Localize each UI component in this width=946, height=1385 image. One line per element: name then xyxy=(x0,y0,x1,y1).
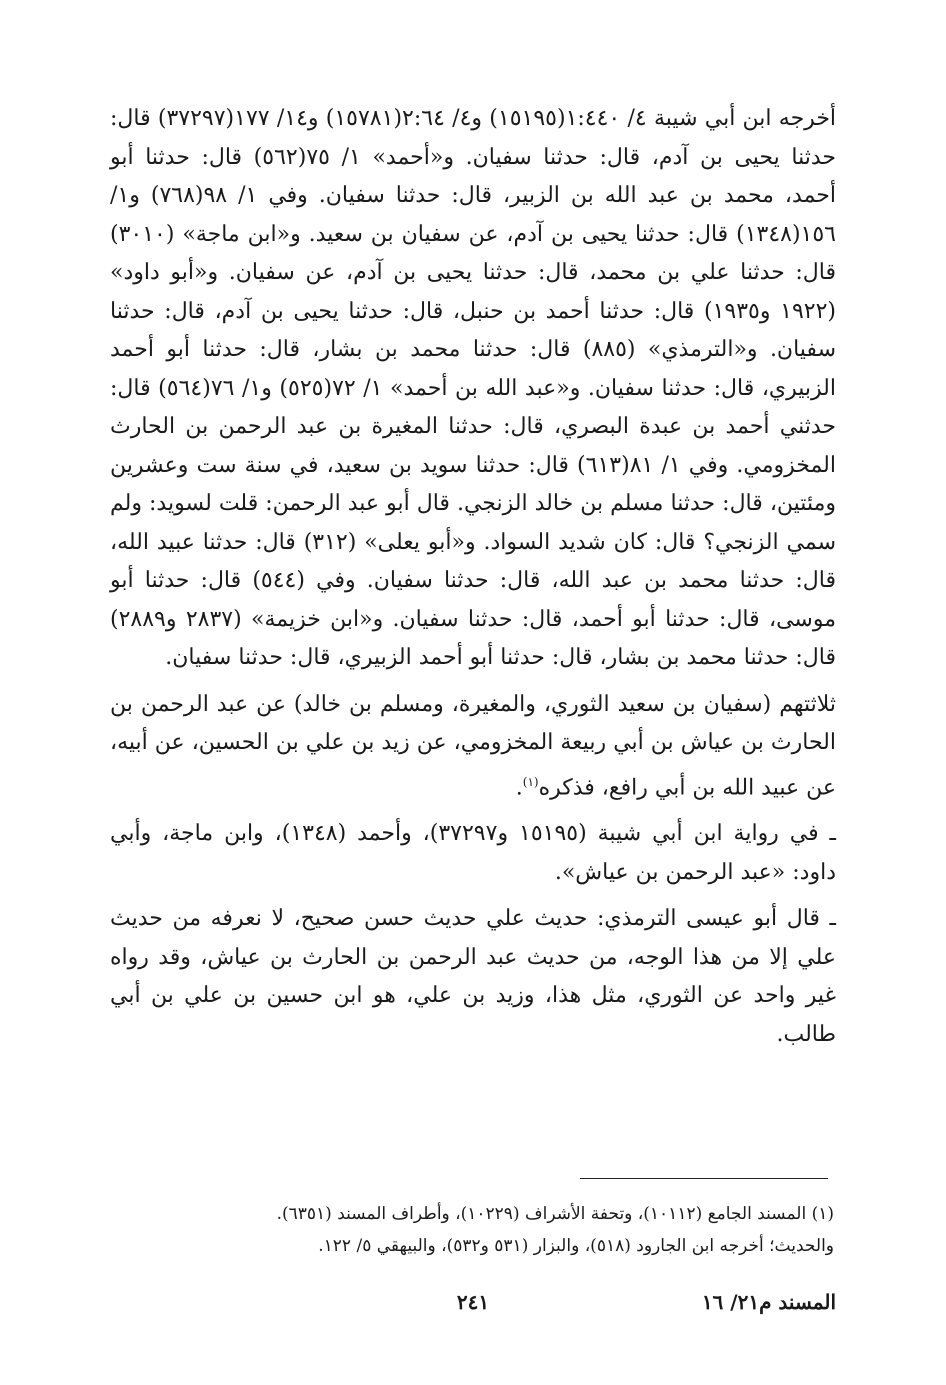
main-text xyxy=(110,100,836,1060)
footnote-1: (١) المسند الجامع (١٠١١٢)، وتحفة الأشراف (١٠٢٢٩)، وأطراف المسند (٦٣٥١). xyxy=(276,1204,834,1224)
chain-summary-end: . xyxy=(515,774,523,800)
footnote-marker: (١) xyxy=(522,774,539,789)
footnotes xyxy=(150,1198,834,1262)
chain-summary-paragraph xyxy=(110,686,836,808)
page-footer xyxy=(0,1290,946,1326)
tirmidhi-comment-paragraph: ـ قال أبو عيسى الترمذي: حديث علي حديث حسن صحيح، لا نعرفه من حديث علي إلا من هذا الوجه، من حديث عبد الرحمن بن الحارث بن عياش، وقد رواه غير واحد عن الثوري، مثل هذا، وزيد بن علي، هو ابن حسين بن علي بن أبي طالب. xyxy=(110,906,836,1047)
footnote-divider xyxy=(580,1178,828,1179)
page-number: ٢٤١ xyxy=(456,1290,490,1314)
narration-note-paragraph: ـ في رواية ابن أبي شيبة (١٥١٩٥ و٣٧٢٩٧)، وأحمد (١٣٤٨)، وابن ماجة، وأبي داود: «عبد الرحمن بن عياش». xyxy=(110,821,836,885)
volume-signature: المسند م٢١/ ١٦ xyxy=(701,1290,836,1314)
footnote-2: والحديث؛ أخرجه ابن الجارود (٥١٨)، والبزار (٥٣١ و٥٣٢)، والبيهقي ٥/ ١٢٢. xyxy=(318,1236,834,1256)
takhrij-paragraph: أخرجه ابن أبي شيبة ٤/ ١:٤٤٠(١٥١٩٥) و٤/ ٢:٦٤(١٥٧٨١) و١٤/ ١٧٧(٣٧٢٩٧) قال: حدثنا يحيى بن آدم، قال: حدثنا سفيان. و«أحمد» ١/ ٧٥(٥٦٢) قال: حدثنا أبو أحمد، محمد بن عبد الله بن الزبير، قال: حدثنا سفيان. وفي ١/ ٩٨(٧٦٨) و١/ ١٥٦(١٣٤٨) قال: حدثنا يحيى بن آدم، عن سفيان بن سعيد. و«ابن ماجة» (٣٠١٠) قال: حدثنا علي بن محمد، قال: حدثنا يحيى بن آدم، عن سفيان. و«أبو داود» (١٩٢٢ و١٩٣٥) قال: حدثنا أحمد بن حنبل، قال: حدثنا يحيى بن آدم، قال: حدثنا سفيان. و«الترمذي» (٨٨٥) قال: حدثنا محمد بن بشار، قال: حدثنا أبو أحمد الزبيري، قال: حدثنا سفيان. و«عبد الله بن أحمد» ١/ ٧٢(٥٢٥) و١/ ٧٦(٥٦٤) قال: حدثني أحمد بن عبدة البصري، قال: حدثنا المغيرة بن عبد الرحمن بن الحارث المخزومي. وفي ١/ ٨١(٦١٣) قال: حدثنا سويد بن سعيد، في سنة ست وعشرين ومئتين، قال: حدثنا مسلم بن خالد الزنجي. قال أبو عبد الرحمن: قلت لسويد: ولم سمي الزنجي؟ قال: كان شديد السواد. و«أبو يعلى» (٣١٢) قال: حدثنا عبيد الله، قال: حدثنا محمد بن عبد الله، قال: حدثنا سفيان. وفي (٥٤٤) قال: حدثنا أبو موسى، قال: حدثنا أبو أحمد، قال: حدثنا سفيان. و«ابن خزيمة» (٢٨٣٧ و٢٨٨٩) قال: حدثنا محمد بن بشار، قال: حدثنا أبو أحمد الزبيري، قال: حدثنا سفيان. xyxy=(110,106,837,670)
chain-summary-text: ثلاثتهم (سفيان بن سعيد الثوري، والمغيرة، ومسلم بن خالد) عن عبد الرحمن بن الحارث بن عياش بن أبي ربيعة المخزومي، عن زيد بن علي بن الحسين، عن أبيه، عن عبيد الله بن أبي رافع، فذكره xyxy=(110,691,836,800)
